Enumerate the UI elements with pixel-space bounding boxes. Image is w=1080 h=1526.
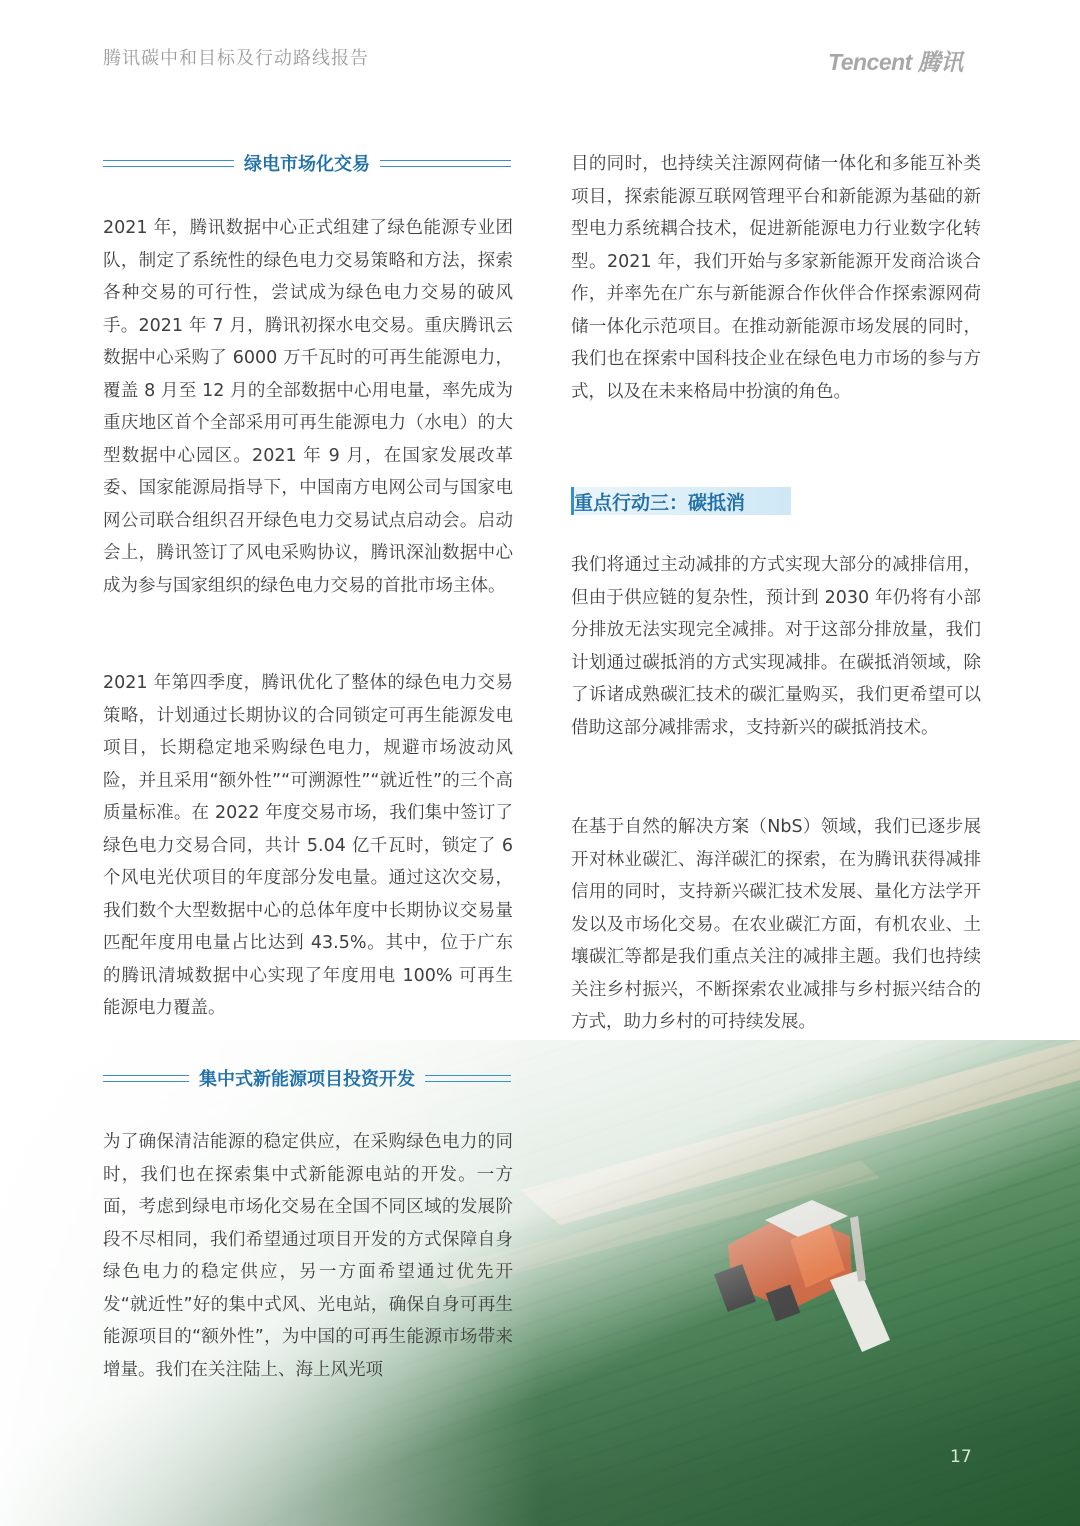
body-paragraph: 2021 年，腾讯数据中心正式组建了绿色能源专业团队，制定了系统性的绿色电力交易策略和方法，探索各种交易的可行性，尝试成为绿色电力交易的破风手。2021 年 7 月，腾讯初探水电交易。重庆腾讯云数据中心采购了 6000 万千瓦时的可再生能源电力，覆盖 8 月至 12 月的全部数据中心用电量，率先成为重庆地区首个全部采用可再生能源电力（水电）的大型数据中心园区。2021 年 9 月，在国家发展改革委、国家能源局指导下，中国南方电网公司与国家电网公司联合组织召开绿色电力交易试点启动会。启动会上，腾讯签订了风电采购协议，腾讯深汕数据中心成为参与国家组织的绿色电力交易的首批市场主体。 <box>103 218 513 596</box>
heading-rule <box>103 160 234 167</box>
heading-rule <box>425 1075 511 1082</box>
page-number: 17 <box>950 1447 972 1467</box>
tencent-logo: Tencent 腾讯 <box>828 49 963 75</box>
body-paragraph: 在基于自然的解决方案（NbS）领域，我们已逐步展开对林业碳汇、海洋碳汇的探索，在为腾讯获得减排信用的同时，支持新兴碳汇技术发展、量化方法学开发以及市场化交易。在农业碳汇方面，有机农业、土壤碳汇等都是我们重点关注的减排主题。我们也持续关注乡村振兴，不断探索农业减排与乡村振兴结合的方式，助力乡村的可持续发展。 <box>571 817 981 1032</box>
heading-rule <box>380 160 511 167</box>
section-heading-green-power <box>103 151 511 175</box>
heading-rule <box>103 1075 189 1082</box>
left-column-centralized <box>103 1126 513 1387</box>
action-heading-text: 重点行动三：碳抵消 <box>574 492 746 514</box>
left-column-green-power <box>103 212 513 1025</box>
section-heading-text: 绿电市场化交易 <box>244 154 370 175</box>
body-paragraph: 我们将通过主动减排的方式实现大部分的减排信用，但由于供应链的复杂性，预计到 2030 年仍将有小部分排放无法实现完全减排。对于这部分排放量，我们计划通过碳抵消的方式实现减排。在碳抵消领域，除了诉诸成熟碳汇技术的碳汇量购买，我们更希望可以借助这部分减排需求，支持新兴的碳抵消技术。 <box>571 555 981 738</box>
body-paragraph: 目的同时，也持续关注源网荷储一体化和多能互补类项目，探索能源互联网管理平台和新能源为基础的新型电力系统耦合技术，促进新能源电力行业数字化转型。2021 年，我们开始与多家新能源开发商洽谈合作，并率先在广东与新能源合作伙伴合作探索源网荷储一体化示范项目。在推动新能源市场发展的同时，我们也在探索中国科技企业在绿色电力市场的参与方式，以及在未来格局中扮演的角色。 <box>571 154 981 402</box>
body-paragraph: 2021 年第四季度，腾讯优化了整体的绿色电力交易策略，计划通过长期协议的合同锁定可再生能源发电项目，长期稳定地采购绿色电力，规避市场波动风险，并且采用“额外性”“可溯源性”“就近性”的三个高质量标准。在 2022 年度交易市场，我们集中签订了绿色电力交易合同，共计 5.04 亿千瓦时，锁定了 6 个风电光伏项目的年度部分发电量。通过这次交易，我们数个大型数据中心的总体年度中长期协议交易量匹配年度用电量占比达到 43.5%。其中，位于广东的腾讯清城数据中心实现了年度用电 100% 可再生能源电力覆盖。 <box>103 673 513 1018</box>
report-title: 腾讯碳中和目标及行动路线报告 <box>103 48 369 69</box>
section-heading-text: 集中式新能源项目投资开发 <box>199 1069 415 1090</box>
body-paragraph: 为了确保清洁能源的稳定供应，在采购绿色电力的同时，我们也在探索集中式新能源电站的开发。一方面，考虑到绿电市场化交易在全国不同区域的发展阶段不尽相同，我们希望通过项目开发的方式保障自身绿色电力的稳定供应，另一方面希望通过优先开发“就近性”好的集中式风、光电站，确保自身可再生能源项目的“额外性”，为中国的可再生能源市场带来增量。我们在关注陆上、海上风光项 <box>103 1132 513 1380</box>
action-heading-carbon-offset <box>571 487 791 515</box>
right-column-carbon-offset <box>571 549 981 1039</box>
section-heading-centralized-projects <box>103 1066 511 1090</box>
right-column-continuation <box>571 148 981 409</box>
